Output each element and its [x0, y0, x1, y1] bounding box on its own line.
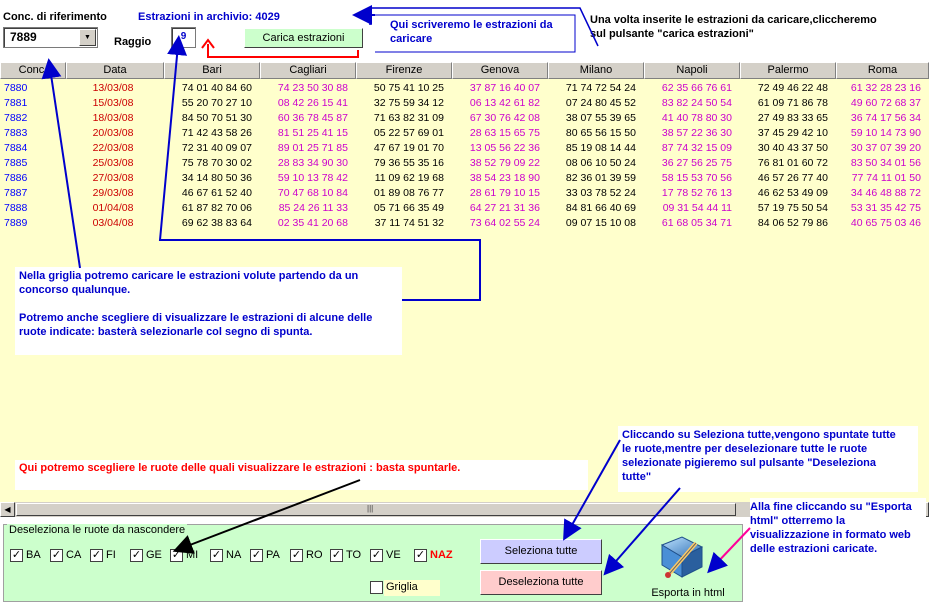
- cell-roma: 77 74 11 01 50: [851, 172, 921, 184]
- cell-cagliari: 08 42 26 15 41: [277, 97, 348, 109]
- cell-palermo: 61 09 71 86 78: [757, 97, 828, 109]
- cell-conc: 7888: [4, 202, 28, 214]
- wheel-checkbox-ge[interactable]: ✓: [131, 549, 142, 561]
- cell-firenze: 50 75 41 10 25: [373, 82, 444, 94]
- wheel-checkbox-naz[interactable]: ✓: [415, 549, 426, 561]
- annotation-grid-note: [15, 267, 402, 355]
- cell-data: 18/03/08: [92, 112, 134, 124]
- annotation-line: Cliccando su Seleziona tutte,vengono spuntate tutte: [622, 429, 896, 441]
- cell-bari: 74 01 40 84 60: [181, 82, 252, 94]
- annotation-line: tutte": [622, 471, 652, 483]
- annotation-after-insert: [590, 13, 877, 41]
- cell-conc: 7889: [4, 217, 28, 229]
- cell-data: 01/04/08: [92, 202, 134, 214]
- archive-label: Estrazioni in archivio:: [138, 11, 253, 23]
- cell-genova: 73 64 02 55 24: [469, 217, 540, 229]
- archive-count: 4029: [255, 11, 280, 23]
- column-header[interactable]: Conc.: [0, 62, 66, 79]
- cell-conc: 7882: [4, 112, 28, 124]
- cell-firenze: 11 09 62 19 68: [374, 172, 444, 184]
- deselect-all-button[interactable]: Deseleziona tutte: [480, 570, 602, 595]
- annotation-line: Alla fine cliccando su "Esporta: [750, 501, 912, 513]
- cell-firenze: 05 22 57 69 01: [373, 127, 444, 139]
- cell-milano: 71 74 72 54 24: [565, 82, 636, 94]
- cell-milano: 09 07 15 10 08: [565, 217, 636, 229]
- cell-conc: 7880: [4, 82, 28, 94]
- wheel-label: TO: [346, 549, 362, 561]
- wheel-label: RO: [306, 549, 323, 561]
- cell-napoli: 62 35 66 76 61: [661, 82, 732, 94]
- annotation-line: Nella griglia potremo caricare le estrazioni volute partendo da un: [19, 270, 359, 282]
- column-header[interactable]: Napoli: [644, 62, 740, 79]
- cell-cagliari: 74 23 50 30 88: [277, 82, 348, 94]
- cell-firenze: 71 63 82 31 09: [373, 112, 444, 124]
- cell-palermo: 76 81 01 60 72: [757, 157, 828, 169]
- wheel-label: PA: [266, 549, 280, 561]
- grid-toggle-label: Griglia: [386, 581, 418, 593]
- cell-bari: 71 42 43 58 26: [181, 127, 252, 139]
- column-header[interactable]: Firenze: [356, 62, 452, 79]
- wheel-checkbox-fi[interactable]: ✓: [91, 549, 102, 561]
- cell-roma: 34 46 48 88 72: [850, 187, 921, 199]
- column-header[interactable]: Palermo: [740, 62, 836, 79]
- cell-cagliari: 28 83 34 90 30: [277, 157, 348, 169]
- export-label: Esporta in html: [651, 587, 725, 599]
- cell-conc: 7883: [4, 127, 28, 139]
- cell-roma: 83 50 34 01 56: [850, 157, 921, 169]
- annotation-line: Qui scriveremo le estrazioni da: [390, 19, 553, 31]
- cell-palermo: 46 57 26 77 40: [757, 172, 828, 184]
- cell-palermo: 72 49 46 22 48: [757, 82, 828, 94]
- annotation-line: Potremo anche scegliere di visualizzare le estrazioni di alcune delle: [19, 312, 373, 324]
- wheel-label: VE: [386, 549, 401, 561]
- annotation-line: Una volta inserite le estrazioni da caricare,cliccheremo: [590, 14, 877, 26]
- cell-milano: 82 36 01 39 59: [565, 172, 636, 184]
- annotation-export: [750, 498, 926, 558]
- table-row[interactable]: [0, 172, 929, 187]
- wheel-label: NAZ: [430, 549, 453, 561]
- extractions-grid[interactable]: [0, 62, 929, 502]
- annotation-line: delle estrazioni caricate.: [750, 543, 878, 555]
- table-row[interactable]: [0, 97, 929, 112]
- cell-firenze: 32 75 59 34 12: [373, 97, 444, 109]
- column-header[interactable]: Cagliari: [260, 62, 356, 79]
- cell-bari: 55 20 70 27 10: [181, 97, 252, 109]
- wheel-checkbox-mi[interactable]: ✓: [171, 549, 182, 561]
- table-row[interactable]: [0, 187, 929, 202]
- annotation-line: sul pulsante "carica estrazioni": [590, 28, 754, 40]
- cell-conc: 7886: [4, 172, 28, 184]
- wheel-label: NA: [226, 549, 242, 561]
- cell-napoli: 09 31 54 44 11: [662, 202, 732, 214]
- cell-napoli: 87 74 32 15 09: [661, 142, 732, 154]
- scroll-thumb[interactable]: |||: [16, 503, 736, 516]
- annotation-write-here: [390, 18, 553, 46]
- grid-toggle-checkbox[interactable]: [370, 581, 383, 594]
- cell-data: 25/03/08: [92, 157, 134, 169]
- cell-genova: 28 61 79 10 15: [469, 187, 540, 199]
- wheel-label: MI: [186, 549, 199, 561]
- cell-data: 22/03/08: [92, 142, 134, 154]
- table-row[interactable]: [0, 217, 929, 232]
- wheels-panel: [3, 524, 743, 602]
- wheel-checkbox-na[interactable]: ✓: [211, 549, 222, 561]
- table-row[interactable]: [0, 142, 929, 157]
- annotation-line: concorso qualunque.: [19, 284, 131, 296]
- wheel-checkbox-to[interactable]: ✓: [331, 549, 342, 561]
- cell-cagliari: 81 51 25 41 15: [277, 127, 348, 139]
- wheel-checkbox-ba[interactable]: ✓: [11, 549, 22, 561]
- column-header[interactable]: Roma: [836, 62, 929, 79]
- cell-roma: 30 37 07 39 20: [850, 142, 921, 154]
- cell-genova: 13 05 56 22 36: [469, 142, 540, 154]
- cell-firenze: 05 71 66 35 49: [373, 202, 444, 214]
- wheel-label: FI: [106, 549, 116, 561]
- cell-roma: 53 31 35 42 75: [850, 202, 921, 214]
- cell-roma: 49 60 72 68 37: [850, 97, 921, 109]
- cell-milano: 80 65 56 15 50: [565, 127, 636, 139]
- cell-firenze: 01 89 08 76 77: [373, 187, 444, 199]
- column-header[interactable]: Genova: [452, 62, 548, 79]
- cell-bari: 69 62 38 83 64: [181, 217, 252, 229]
- select-all-button[interactable]: Seleziona tutte: [480, 539, 602, 564]
- wheel-checkbox-ve[interactable]: ✓: [371, 549, 382, 561]
- cell-genova: 67 30 76 42 08: [469, 112, 540, 124]
- cell-milano: 38 07 55 39 65: [565, 112, 636, 124]
- raggio-value: 9: [180, 31, 187, 42]
- cell-cagliari: 02 35 41 20 68: [277, 217, 348, 229]
- cell-milano: 33 03 78 52 24: [565, 187, 636, 199]
- column-header[interactable]: Data: [66, 62, 164, 79]
- cell-milano: 07 24 80 45 52: [565, 97, 636, 109]
- cell-milano: 08 06 10 50 24: [565, 157, 636, 169]
- cell-roma: 36 74 17 56 34: [850, 112, 921, 124]
- load-button[interactable]: Carica estrazioni: [244, 28, 363, 48]
- table-row[interactable]: [0, 202, 929, 217]
- cell-palermo: 57 19 75 50 54: [757, 202, 828, 214]
- annotation-line: selezionate pigieremo sul pulsante "Deseleziona: [622, 457, 877, 469]
- top-bar: [0, 0, 929, 62]
- cell-cagliari: 59 10 13 78 42: [277, 172, 348, 184]
- cell-napoli: 41 40 78 80 30: [661, 112, 732, 124]
- cell-milano: 84 81 66 40 69: [565, 202, 636, 214]
- annotation-select-all: [618, 426, 918, 492]
- cell-data: 29/03/08: [92, 187, 134, 199]
- cell-cagliari: 60 36 78 45 87: [277, 112, 348, 124]
- cell-palermo: 84 06 52 79 86: [757, 217, 828, 229]
- cell-roma: 61 32 28 23 16: [850, 82, 921, 94]
- cell-genova: 64 27 21 31 36: [469, 202, 540, 214]
- conc-value: 7889: [10, 30, 37, 44]
- wheels-group-title: Deseleziona le ruote da nascondere: [9, 524, 186, 536]
- annotation-line: caricare: [390, 33, 433, 45]
- wheel-label: GE: [146, 549, 162, 561]
- cell-bari: 61 87 82 70 06: [181, 202, 252, 214]
- cell-palermo: 37 45 29 42 10: [757, 127, 828, 139]
- cell-napoli: 61 68 05 34 71: [661, 217, 732, 229]
- cell-conc: 7885: [4, 157, 28, 169]
- wheel-checkbox-ro[interactable]: ✓: [291, 549, 302, 561]
- annotation-choose-wheels: Qui potremo scegliere le ruote delle quali visualizzare le estrazioni : basta spuntarle.: [15, 460, 588, 490]
- wheel-checkbox-pa[interactable]: ✓: [251, 549, 262, 561]
- cell-conc: 7881: [4, 97, 28, 109]
- cell-genova: 38 54 23 18 90: [469, 172, 540, 184]
- chevron-down-icon[interactable]: ▼: [79, 29, 96, 46]
- cell-bari: 46 67 61 52 40: [181, 187, 252, 199]
- column-header[interactable]: Bari: [164, 62, 260, 79]
- cell-genova: 06 13 42 61 82: [469, 97, 540, 109]
- cell-napoli: 83 82 24 50 54: [661, 97, 732, 109]
- cell-milano: 85 19 08 14 44: [565, 142, 636, 154]
- cell-roma: 59 10 14 73 90: [850, 127, 921, 139]
- annotation-line: le ruote,mentre per deselezionare tutte le ruote: [622, 443, 868, 455]
- cell-napoli: 38 57 22 36 30: [661, 127, 732, 139]
- cell-genova: 28 63 15 65 75: [469, 127, 540, 139]
- cell-bari: 75 78 70 30 02: [181, 157, 252, 169]
- cell-bari: 72 31 40 09 07: [181, 142, 252, 154]
- cell-conc: 7884: [4, 142, 28, 154]
- cell-data: 15/03/08: [92, 97, 134, 109]
- wheel-label: BA: [26, 549, 41, 561]
- cell-roma: 40 65 75 03 46: [850, 217, 921, 229]
- cell-conc: 7887: [4, 187, 28, 199]
- cell-napoli: 17 78 52 76 13: [661, 187, 732, 199]
- archive-info: [138, 11, 280, 23]
- cell-bari: 34 14 80 50 36: [181, 172, 252, 184]
- cell-data: 27/03/08: [92, 172, 134, 184]
- cell-palermo: 46 62 53 49 09: [757, 187, 828, 199]
- export-html-button[interactable]: [640, 535, 736, 601]
- cell-napoli: 36 27 56 25 75: [661, 157, 732, 169]
- table-row[interactable]: [0, 157, 929, 172]
- cell-palermo: 27 49 83 33 65: [757, 112, 828, 124]
- cell-bari: 84 50 70 51 30: [181, 112, 252, 124]
- cell-data: 20/03/08: [92, 127, 134, 139]
- annotation-line: ruote indicate: basterà selezionarle col segno di spunta.: [19, 326, 313, 338]
- annotation-line: visualizzazione in formato web: [750, 529, 911, 541]
- cell-firenze: 47 67 19 01 70: [373, 142, 444, 154]
- cell-firenze: 79 36 55 35 16: [373, 157, 444, 169]
- cell-napoli: 58 15 53 70 56: [661, 172, 732, 184]
- table-row[interactable]: [0, 82, 929, 97]
- raggio-input[interactable]: [171, 27, 196, 48]
- conc-select[interactable]: [3, 27, 98, 48]
- raggio-label: Raggio: [114, 36, 152, 48]
- conc-label: Conc. di riferimento: [3, 11, 107, 23]
- wheel-label: CA: [66, 549, 82, 561]
- annotation-line: html" otterremo la: [750, 515, 846, 527]
- scroll-left-icon[interactable]: ◀: [0, 502, 15, 517]
- export-html-icon: [658, 535, 708, 581]
- cell-cagliari: 85 24 26 11 33: [278, 202, 348, 214]
- wheel-checkbox-ca[interactable]: ✓: [51, 549, 62, 561]
- cell-palermo: 30 40 43 37 50: [757, 142, 828, 154]
- cell-cagliari: 70 47 68 10 84: [277, 187, 348, 199]
- cell-cagliari: 89 01 25 71 85: [277, 142, 348, 154]
- cell-firenze: 37 11 74 51 32: [374, 217, 444, 229]
- column-header[interactable]: Milano: [548, 62, 644, 79]
- table-row[interactable]: [0, 127, 929, 142]
- cell-data: 13/03/08: [92, 82, 134, 94]
- table-row[interactable]: [0, 112, 929, 127]
- cell-genova: 38 52 79 09 22: [469, 157, 540, 169]
- cell-genova: 37 87 16 40 07: [469, 82, 540, 94]
- cell-data: 03/04/08: [92, 217, 134, 229]
- grid-toggle-field: [384, 580, 440, 596]
